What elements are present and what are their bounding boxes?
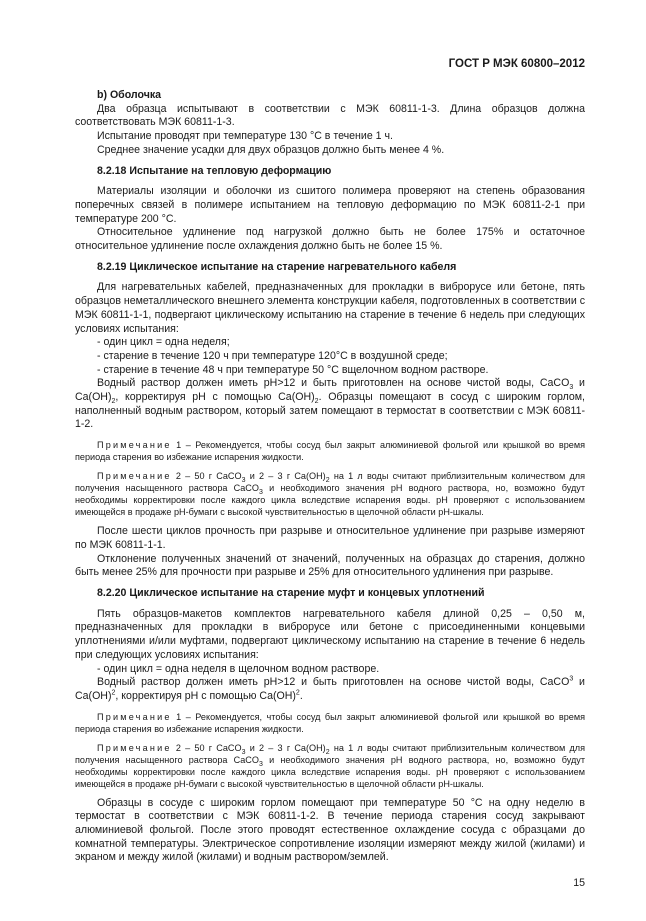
section-heading-8-2-20: 8.2.20 Циклическое испытание на старение муфт и концевых уплотнений xyxy=(97,586,485,599)
paragraph: Материалы изоляции и оболочки из сшитого полимера проверяют на степень образования поперечных связей в полимере испытанием на тепловую деформацию по МЭК 60811-2-1 при температуре 200 °С. xyxy=(75,185,585,225)
section-heading-8-2-18: 8.2.18 Испытание на тепловую деформацию xyxy=(97,164,332,177)
paragraph: Среднее значение усадки для двух образцов должно быть менее 4 %. xyxy=(97,143,445,156)
note: Примечание 2 – 50 г CaCO$_3$ и 2 – 3 г $Ca(OH)_2$ на 1 л воды считают приблизительным количеством для получения насыщенного раствора CaCO$_3$ и необходимого значения pH водного раствора, но, возможно будут необходимы корректировки после каждого цикла вследствие испарения воды. pH проверяют с использованием имеющейся в продаже pH-бумаги с высокой чувствительностью в щелочной области pH-шкалы. xyxy=(75,742,586,789)
page-number: 15 xyxy=(573,877,585,890)
section-heading-8-2-19: 8.2.19 Циклическое испытание на старение нагревательного кабеля xyxy=(97,260,457,273)
note: Примечание 1 – Рекомендуется, чтобы сосуд был закрыт алюминиевой фольгой или крышкой во время периода старения во избежание испарения жидкости. xyxy=(75,440,585,463)
paragraph: Водный раствор должен иметь pH>12 и быть приготовлен на основе чистой воды, CaCO$^3$ и Ca(OH)$^2$, корректируя pH с помощью Ca(OH)$^2$. xyxy=(75,675,585,702)
paragraph: Испытание проводят при температуре 130 °С в течение 1 ч. xyxy=(97,130,393,143)
list-item: - старение в течение 48 ч при температуре 50 °С вщелочном водном растворе. xyxy=(97,363,489,376)
paragraph: Отклонение полученных значений от значений, полученных на образцах до старения, должно быть менее 25% для прочности при разрыве и 25% для относительного удлинения при разрыве. xyxy=(75,552,585,579)
paragraph: После шести циклов прочность при разрыве и относительное удлинение при разрыве измеряют по МЭК 60811-1-1. xyxy=(75,525,585,551)
note: Примечание 1 – Рекомендуется, чтобы сосуд был закрыт алюминиевой фольгой или крышкой во время периода старения во избежание испарения жидкости. xyxy=(75,711,585,734)
paragraph: Образцы в сосуде с широким горлом помещают при температуре 50 °С на одну неделю в термостат в соответствии с МЭК 60811-1-2. В течение периода старения сосуд закрывают алюминиевой фольгой. После этого проводят естественное охлаждение сосуда с образцами до комнатной температуры. Электрическое сопротивление изоляции измеряют между жилой (жилами) и экраном и между жилой (жилами) и водным раствором/землей. xyxy=(75,796,585,864)
list-item: - один цикл = одна неделя в щелочном водном растворе. xyxy=(97,662,380,675)
note: Примечание 2 – 50 г CaCO$_3$ и 2 – 3 г $Ca(OH)_2$ на 1 л воды считают приблизительным количеством для получения насыщенного раствора CaCO$_3$ и необходимого значения pH водного раствора, но, возможно будут необходимы корректировки после каждого цикла вследствие испарения воды. pH проверяют с использованием имеющейся в продаже pH-бумаги с высокой чувствительностью в щелочной области pH-шкалы. xyxy=(75,471,586,518)
list-item: - один цикл = одна неделя; xyxy=(97,336,230,349)
subsection-heading-b: b) Оболочка xyxy=(97,89,162,101)
paragraph: Водный раствор должен иметь pH>12 и быть приготовлен на основе чистой воды, CaCO$_3$ и $Ca(OH)_2$, корректируя pH с помощью $Ca(OH)_2$. Образцы помещают в сосуд с широким горлом, наполненный водным раствором, который затем помещают в термостат в соответствии с МЭК 60811-1-2. xyxy=(75,377,585,431)
paragraph: Два образца испытывают в соответствии с МЭК 60811-1-3. Длина образцов должна соответствовать МЭК 60811-1-3. xyxy=(75,102,585,129)
document-header: ГОСТ Р МЭК 60800–2012 xyxy=(448,58,585,70)
paragraph: Относительное удлинение под нагрузкой должно быть не более 175% и остаточное относительное удлинение после охлаждения должно быть не более 15 %. xyxy=(75,226,585,253)
document-page xyxy=(75,0,585,921)
paragraph: Для нагревательных кабелей, предназначенных для прокладки в виброрусе или бетоне, пять образцов неметаллического внешнего элемента конструкции кабеля, подготовленных в соответствии с МЭК 60811-1-1, подвергают циклическому испытанию на старение в течение 6 недель при следующих условиях испытания: xyxy=(75,281,585,335)
paragraph: Пять образцов-макетов комплектов нагревательного кабеля длиной 0,25 – 0,50 м, предназначенных для прокладки в виброрусе или бетоне с присоединенными концевыми уплотнениями и/или муфтами, подвергают циклическому испытанию на старение в течение 6 недель при следующих условиях испытания: xyxy=(75,607,585,661)
list-item: - старение в течение 120 ч при температуре 120°С в воздушной среде; xyxy=(97,349,448,362)
